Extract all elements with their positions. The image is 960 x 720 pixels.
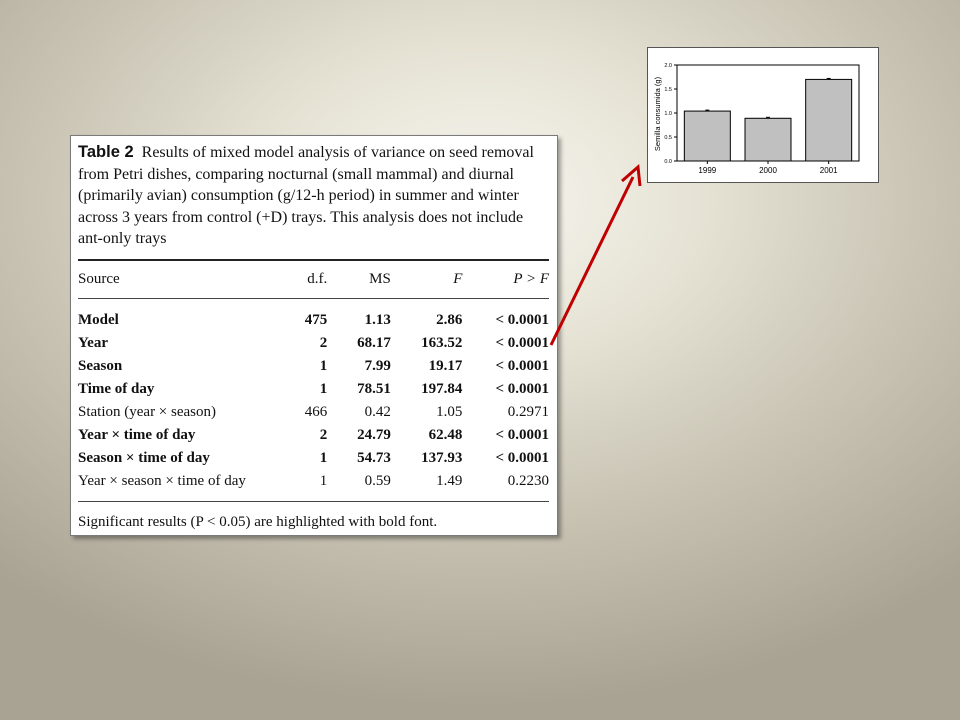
bar-chart [648, 48, 880, 184]
table-caption-text: Results of mixed model analysis of variance on seed removal from Petri dishes, comparing nocturnal (small mammal) and diurnal (primarily avian) consumption (g/12-h period) in summer and winter across 3 years from control (+D) trays. This analysis does not include ant-only trays [78, 144, 534, 247]
x-tick-label: 2000 [759, 166, 777, 175]
cell-p: < 0.0001 [495, 357, 549, 374]
table-caption [78, 142, 549, 250]
bar [684, 111, 730, 161]
cell-ms: 0.59 [364, 472, 391, 489]
cell-ms: 7.99 [364, 357, 391, 374]
cell-df: 2 [319, 426, 328, 443]
y-tick-label: 0.5 [664, 135, 672, 141]
table-header-row [78, 261, 549, 299]
header-ms: MS [369, 270, 391, 287]
cell-f: 137.93 [421, 449, 463, 466]
table-row [78, 424, 549, 447]
header-separator [78, 298, 549, 309]
y-axis-label: Semilla consumida (g) [653, 76, 662, 152]
y-tick-label: 1.5 [664, 87, 672, 93]
cell-p: 0.2230 [507, 472, 549, 489]
cell-p: < 0.0001 [495, 449, 549, 466]
anova-table [78, 261, 549, 493]
cell-p: < 0.0001 [495, 334, 549, 351]
table-row [78, 355, 549, 378]
cell-p: < 0.0001 [495, 380, 549, 397]
cell-df: 466 [304, 403, 328, 420]
table-card [70, 135, 558, 536]
table-row [78, 470, 549, 493]
cell-ms: 54.73 [357, 449, 391, 466]
cell-source: Season × time of day [78, 449, 210, 466]
cell-f: 1.05 [436, 403, 463, 420]
table-footnote: Significant results (P < 0.05) are highlighted with bold font. [78, 513, 438, 530]
table-row [78, 378, 549, 401]
cell-df: 1 [319, 449, 328, 466]
cell-df: 2 [319, 334, 328, 351]
cell-ms: 0.42 [364, 403, 391, 420]
cell-f: 163.52 [421, 334, 463, 351]
cell-f: 197.84 [421, 380, 463, 397]
bar [745, 118, 791, 161]
cell-source: Year [78, 334, 108, 351]
cell-source: Station (year × season) [78, 403, 217, 420]
cell-ms: 78.51 [357, 380, 391, 397]
header-df: d.f. [307, 270, 328, 287]
cell-f: 19.17 [428, 357, 463, 374]
header-source: Source [78, 270, 120, 287]
cell-p: < 0.0001 [495, 311, 549, 328]
cell-p: 0.2971 [507, 403, 549, 420]
bottom-rule [78, 501, 549, 502]
cell-df: 475 [304, 311, 328, 328]
header-f: F [453, 270, 463, 287]
x-tick-label: 1999 [698, 166, 717, 175]
cell-ms: 24.79 [357, 426, 391, 443]
arrow-head [622, 167, 640, 186]
cell-source: Model [78, 311, 119, 328]
table-body [78, 298, 549, 493]
bar [806, 79, 852, 161]
cell-source: Time of day [78, 380, 155, 397]
x-tick-label: 2001 [819, 166, 838, 175]
bar-chart-card [647, 47, 879, 183]
cell-ms: 68.17 [357, 334, 391, 351]
cell-source: Year × time of day [78, 426, 196, 443]
table-row [78, 401, 549, 424]
cell-f: 2.86 [436, 311, 463, 328]
table-row [78, 332, 549, 355]
cell-p: < 0.0001 [495, 426, 549, 443]
y-tick-label: 2.0 [664, 63, 672, 69]
cell-f: 62.48 [428, 426, 463, 443]
cell-source: Year × season × time of day [78, 472, 246, 489]
cell-df: 1 [319, 357, 328, 374]
table-row [78, 447, 549, 470]
y-tick-label: 1.0 [664, 111, 672, 117]
table-row [78, 309, 549, 332]
cell-df: 1 [319, 472, 328, 489]
cell-f: 1.49 [436, 472, 463, 489]
cell-source: Season [78, 357, 123, 374]
arrow-line [551, 177, 633, 345]
header-p: P > F [513, 270, 549, 287]
cell-df: 1 [319, 380, 328, 397]
cell-ms: 1.13 [364, 311, 391, 328]
table-label: Table 2 [78, 143, 134, 161]
y-tick-label: 0.0 [664, 159, 672, 165]
